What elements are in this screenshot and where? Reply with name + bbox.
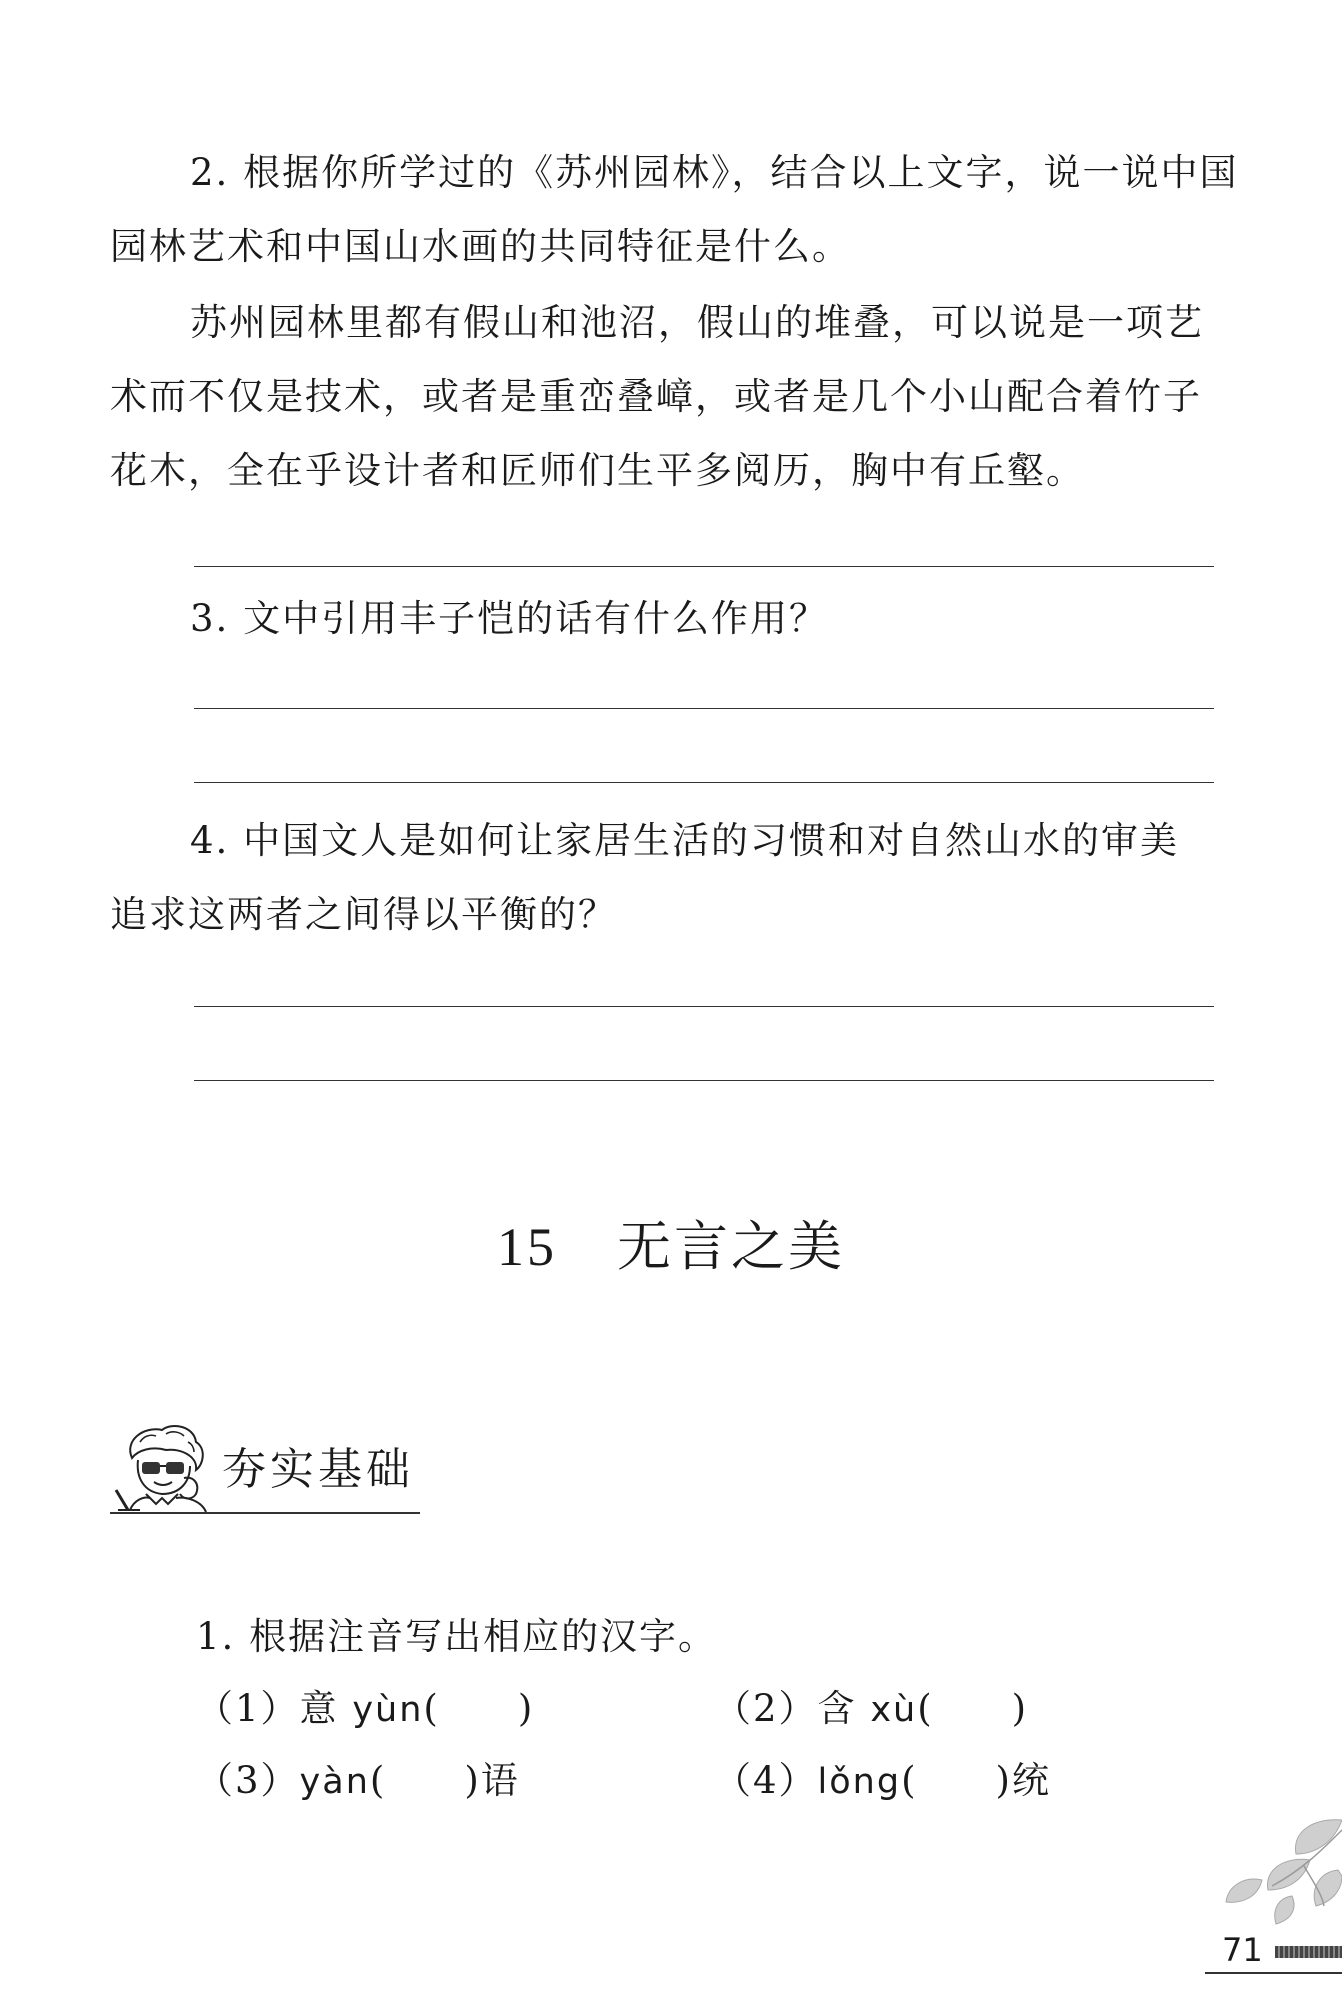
item-pinyin: lǒng bbox=[817, 1762, 902, 1802]
answer-line-q3-2[interactable] bbox=[194, 782, 1214, 783]
exercise-1-prompt: 1. 根据注音写出相应的汉字。 bbox=[196, 1615, 718, 1658]
answer-line-q4-1[interactable] bbox=[194, 1006, 1214, 1007]
item-open-paren: ( bbox=[423, 1687, 440, 1730]
item-open-paren: ( bbox=[901, 1759, 918, 1802]
item-number: （3） bbox=[196, 1759, 300, 1802]
scholar-avatar-icon bbox=[110, 1420, 220, 1516]
pinyin-item-3 bbox=[196, 1756, 520, 1807]
item-number: （1） bbox=[196, 1687, 300, 1730]
pinyin-item-1 bbox=[196, 1684, 534, 1735]
item-number: （4） bbox=[714, 1759, 818, 1802]
section-underline bbox=[110, 1512, 420, 1514]
question-2-line-2: 园林艺术和中国山水画的共同特征是什么。 bbox=[110, 225, 851, 268]
pinyin-item-4 bbox=[714, 1756, 1051, 1807]
question-4-line-1: 4. 中国文人是如何让家居生活的习惯和对自然山水的审美 bbox=[190, 819, 1180, 862]
item-pinyin: yùn bbox=[352, 1690, 424, 1730]
page-number-rule bbox=[1205, 1972, 1342, 1974]
item-prefix: 含 bbox=[817, 1687, 871, 1730]
passage-line-1: 苏州园林里都有假山和池沼，假山的堆叠，可以说是一项艺 bbox=[190, 301, 1204, 344]
section-header bbox=[110, 1420, 530, 1530]
item-suffix: 统 bbox=[1011, 1759, 1051, 1802]
section-title: 夯实基础 bbox=[222, 1444, 414, 1495]
question-2-line-1: 2. 根据你所学过的《苏州园林》，结合以上文字，说一说中国 bbox=[190, 151, 1239, 194]
page-number: 71 bbox=[1222, 1931, 1263, 1969]
item-close-paren: ) bbox=[517, 1687, 535, 1730]
question-3-line-1: 3. 文中引用丰子恺的话有什么作用？ bbox=[190, 597, 829, 640]
lesson-title bbox=[0, 1212, 1342, 1282]
answer-line-q3-1[interactable] bbox=[194, 708, 1214, 709]
item-close-paren: ) bbox=[464, 1759, 481, 1802]
question-4-line-2: 追求这两者之间得以平衡的？ bbox=[110, 893, 617, 936]
item-number: （2） bbox=[714, 1687, 818, 1730]
item-pinyin: yàn bbox=[299, 1762, 370, 1802]
item-pinyin: xù bbox=[870, 1690, 918, 1730]
item-suffix: 语 bbox=[480, 1759, 520, 1802]
lesson-number: 15 bbox=[497, 1217, 557, 1277]
passage-line-2: 术而不仅是技术，或者是重峦叠嶂，或者是几个小山配合着竹子 bbox=[110, 375, 1202, 418]
item-open-paren: ( bbox=[917, 1687, 934, 1730]
answer-line-q4-2[interactable] bbox=[194, 1080, 1214, 1081]
pinyin-item-2 bbox=[714, 1684, 1028, 1735]
leaf-decoration-icon bbox=[1192, 1810, 1342, 1930]
item-close-paren: ) bbox=[1011, 1687, 1029, 1730]
item-prefix: 意 bbox=[299, 1687, 353, 1730]
passage-line-3: 花木，全在乎设计者和匠师们生平多阅历，胸中有丘壑。 bbox=[110, 449, 1085, 492]
page-number-bar bbox=[1275, 1946, 1342, 1958]
answer-line-q2[interactable] bbox=[194, 566, 1214, 567]
lesson-title-text: 无言之美 bbox=[617, 1215, 845, 1278]
item-close-paren: ) bbox=[995, 1759, 1012, 1802]
item-open-paren: ( bbox=[369, 1759, 387, 1802]
